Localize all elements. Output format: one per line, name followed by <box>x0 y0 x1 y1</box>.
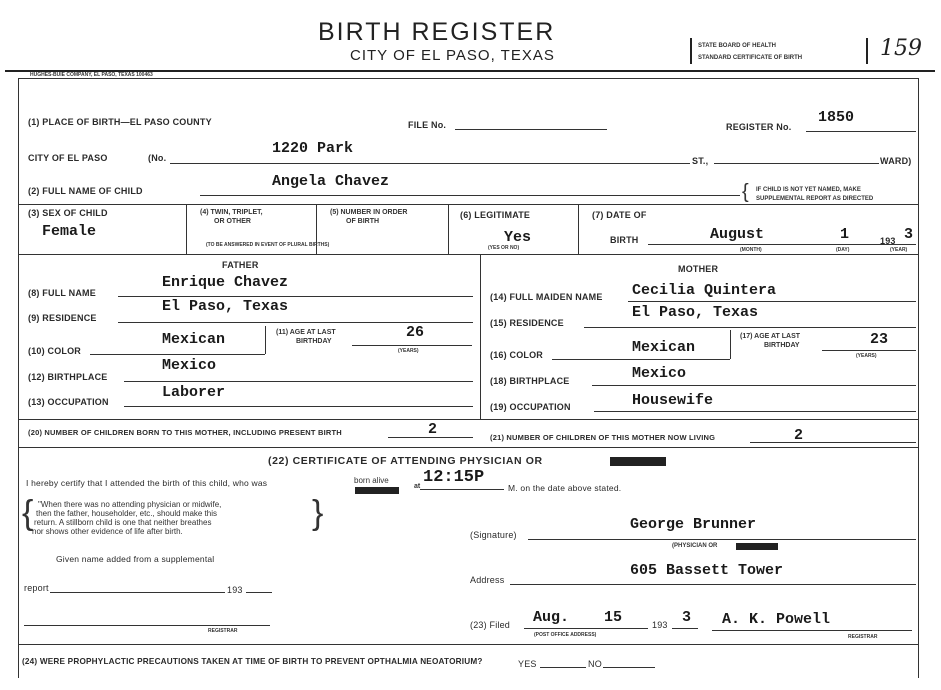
father-name-line <box>118 296 473 297</box>
father-birthplace-label: (12) BIRTHPLACE <box>28 372 108 382</box>
ward-label: WARD) <box>880 156 912 166</box>
note-line-1: "When there was no attending physician or midwife, <box>38 500 222 509</box>
born-alive-text: born alive <box>354 476 389 485</box>
child-note-brace: { <box>742 181 749 203</box>
city-label: CITY OF EL PASO <box>28 153 108 163</box>
mother-birthplace-line <box>592 385 916 386</box>
plural-births-note: (TO BE ANSWERED IN EVENT OF PLURAL BIRTHS) <box>206 242 330 248</box>
certify-text: I hereby certify that I attended the birth of this child, who was <box>26 478 268 488</box>
birth-month: August <box>710 226 765 243</box>
file-no-line <box>455 129 607 130</box>
street-address: 1220 Park <box>272 140 354 157</box>
note-line-4: nor shows other evidence of life after birth. <box>32 527 183 536</box>
children-born-line <box>388 437 473 438</box>
note-brace-right: } <box>312 494 324 532</box>
street-label: ST., <box>692 156 709 166</box>
printer-credit: HUGHES-BUIE COMPANY, EL PASO, TEXAS 100463 <box>30 72 153 78</box>
frame-right <box>918 78 919 678</box>
month-caption: (MONTH) <box>740 247 762 253</box>
prophylactic-top <box>18 644 918 645</box>
note-line-2: then the father, householder, etc., should make this <box>36 509 218 518</box>
mother-residence-label: (15) RESIDENCE <box>490 318 564 328</box>
children-living-label: (21) NUMBER OF CHILDREN OF THIS MOTHER NOW LIVING <box>490 433 716 442</box>
address-label: Address <box>470 575 505 585</box>
mother-birthplace-label: (18) BIRTHPLACE <box>490 376 570 386</box>
legit-label: (6) LEGITIMATE <box>460 210 531 220</box>
mother-name-value: Cecilia Quintera <box>632 282 777 299</box>
report-year: 193 <box>227 585 243 595</box>
father-age-label-1: (11) AGE AT LAST <box>276 329 336 336</box>
child-name-label: (2) FULL NAME OF CHILD <box>28 186 143 196</box>
place-of-birth-label: (1) PLACE OF BIRTH—EL PASO COUNTY <box>28 117 212 127</box>
frame-top <box>18 78 918 79</box>
given-name-text: Given name added from a supplemental <box>56 554 215 564</box>
state-board-line2: STANDARD CERTIFICATE OF BIRTH <box>698 55 803 61</box>
frame-left <box>18 78 19 678</box>
address-value: 605 Bassett Tower <box>630 562 784 579</box>
date-label: (7) DATE OF <box>592 210 647 220</box>
mother-name-line <box>628 301 916 302</box>
prophylactic-label: (24) WERE PROPHYLACTIC PRECAUTIONS TAKEN AT TIME OF BIRTH TO PREVENT OPTHALMIA NEOATORIUM? <box>22 657 483 666</box>
prophylactic-no-label: NO <box>588 659 602 669</box>
register-no-label: REGISTER No. <box>726 122 792 132</box>
child-note-line1: IF CHILD IS NOT YET NAMED, MAKE <box>756 187 861 193</box>
father-years-caption: (YEARS) <box>398 348 419 354</box>
children-living-value: 2 <box>794 427 804 444</box>
father-residence-label: (9) RESIDENCE <box>28 313 97 323</box>
filed-year: 3 <box>682 609 692 626</box>
street-line <box>170 163 690 164</box>
mother-color-label: (16) COLOR <box>490 350 544 360</box>
filed-by-line <box>712 630 912 631</box>
father-residence-line <box>118 322 473 323</box>
birth-time: 12:15P <box>423 468 485 487</box>
mother-age-value: 23 <box>870 331 889 348</box>
twin-label-2: OR OTHER <box>214 218 251 225</box>
birth-date-line <box>648 244 916 245</box>
registrar-line <box>24 625 270 626</box>
father-age-sep <box>265 326 266 354</box>
prophylactic-no-line <box>603 667 655 668</box>
filed-date-line <box>524 628 648 629</box>
signature-label: (Signature) <box>470 530 517 540</box>
mother-residence-value: El Paso, Texas <box>632 304 759 321</box>
father-residence-value: El Paso, Texas <box>162 298 289 315</box>
mother-occupation-value: Housewife <box>632 392 714 409</box>
sex-value: Female <box>42 223 97 240</box>
father-age-line <box>352 345 472 346</box>
at-label: at <box>414 483 421 490</box>
form-subtitle: CITY OF EL PASO, TEXAS <box>350 47 555 64</box>
father-occupation-label: (13) OCCUPATION <box>28 397 109 407</box>
sep-order <box>448 204 449 254</box>
form-title: BIRTH REGISTER <box>318 18 556 46</box>
day-caption: (DAY) <box>836 247 850 253</box>
address-line <box>510 584 916 585</box>
twin-label-1: (4) TWIN, TRIPLET, <box>200 209 263 216</box>
child-name-value: Angela Chavez <box>272 173 390 190</box>
mother-occupation-line <box>594 411 916 412</box>
father-age-value: 26 <box>406 324 425 341</box>
legit-value: Yes <box>504 229 532 246</box>
certificate-redacted <box>610 457 666 466</box>
father-birthplace-line <box>124 381 473 382</box>
father-occupation-value: Laborer <box>162 384 226 401</box>
mother-age-sep <box>730 330 731 359</box>
handwritten-number: 159 <box>880 36 922 61</box>
post-office-caption: (POST OFFICE ADDRESS) <box>534 632 597 638</box>
order-label-1: (5) NUMBER IN ORDER <box>330 209 408 216</box>
row-sex-bottom <box>18 254 918 255</box>
mother-heading: MOTHER <box>678 264 719 274</box>
mother-age-label-1: (17) AGE AT LAST <box>740 333 801 340</box>
year-caption: (YEAR) <box>890 247 908 253</box>
birth-label: BIRTH <box>610 235 639 245</box>
children-living-line <box>750 442 916 443</box>
physician-caption: (PHYSICIAN OR <box>672 543 718 549</box>
ward-line <box>714 163 879 164</box>
filed-year-prefix: 193 <box>652 620 668 630</box>
father-heading: FATHER <box>222 260 259 270</box>
note-line-3: return. A stillborn child is one that neither breathes <box>34 518 212 527</box>
father-birthplace-value: Mexico <box>162 357 217 374</box>
born-alive-redacted <box>355 487 399 494</box>
report-line <box>50 592 225 593</box>
row-sex-top <box>18 204 918 205</box>
register-no-value: 1850 <box>818 109 855 126</box>
mother-color-value: Mexican <box>632 339 696 356</box>
father-color-line <box>90 354 265 355</box>
sep-sex <box>186 204 187 254</box>
mother-years-caption: (YEARS) <box>856 353 877 359</box>
filed-year-line <box>672 628 698 629</box>
mother-name-label: (14) FULL MAIDEN NAME <box>490 292 603 302</box>
parents-divider <box>480 254 481 419</box>
report-year-line <box>246 592 272 593</box>
file-no-label: FILE No. <box>408 120 447 130</box>
child-note-line2: SUPPLEMENTAL REPORT AS DIRECTED <box>756 196 874 202</box>
order-label-2: OF BIRTH <box>346 218 380 225</box>
mother-age-line <box>822 350 916 351</box>
state-board-line1: STATE BOARD OF HEALTH <box>698 43 776 49</box>
street-no-label: (No. <box>148 153 167 163</box>
certificate-heading: (22) CERTIFICATE OF ATTENDING PHYSICIAN OR <box>268 455 543 467</box>
birth-day: 1 <box>840 226 850 243</box>
filed-day: 15 <box>604 609 623 626</box>
children-row-bottom <box>18 447 918 448</box>
mother-age-label-2: BIRTHDAY <box>764 342 800 349</box>
filed-label: (23) Filed <box>470 620 511 630</box>
children-born-value: 2 <box>428 421 438 438</box>
father-color-label: (10) COLOR <box>28 346 82 356</box>
yes-no-caption: (YES OR NO) <box>488 245 520 251</box>
physician-redacted <box>736 543 778 550</box>
report-label: report <box>24 583 49 593</box>
mother-residence-line <box>584 327 916 328</box>
filed-by: A. K. Powell <box>722 611 831 628</box>
time-suffix: M. on the date above stated. <box>508 483 622 493</box>
mother-birthplace-value: Mexico <box>632 365 687 382</box>
birth-time-line <box>420 489 504 490</box>
mother-occupation-label: (19) OCCUPATION <box>490 402 571 412</box>
father-occupation-line <box>124 406 473 407</box>
signature-value: George Brunner <box>630 516 757 533</box>
sep-legit <box>578 204 579 254</box>
father-name-label: (8) FULL NAME <box>28 288 96 298</box>
child-name-line <box>200 195 740 196</box>
note-brace-left: { <box>22 494 34 532</box>
father-color-value: Mexican <box>162 331 226 348</box>
prophylactic-yes-label: YES <box>518 659 537 669</box>
children-born-label: (20) NUMBER OF CHILDREN BORN TO THIS MOTHER, INCLUDING PRESENT BIRTH <box>28 428 342 437</box>
registrar-caption: REGISTRAR <box>208 628 238 634</box>
filed-month: Aug. <box>533 609 570 626</box>
birth-year-digit: 3 <box>904 226 914 243</box>
register-no-line <box>806 131 916 132</box>
mother-color-line <box>552 359 730 360</box>
prophylactic-yes-line <box>540 667 586 668</box>
children-row-top <box>18 419 918 420</box>
father-age-label-2: BIRTHDAY <box>296 338 332 345</box>
signature-line <box>528 539 916 540</box>
registrar-caption-2: REGISTRAR <box>848 634 878 640</box>
sex-label: (3) SEX OF CHILD <box>28 208 108 218</box>
birth-year-prefix: 193 <box>880 236 896 246</box>
father-name-value: Enrique Chavez <box>162 274 289 291</box>
